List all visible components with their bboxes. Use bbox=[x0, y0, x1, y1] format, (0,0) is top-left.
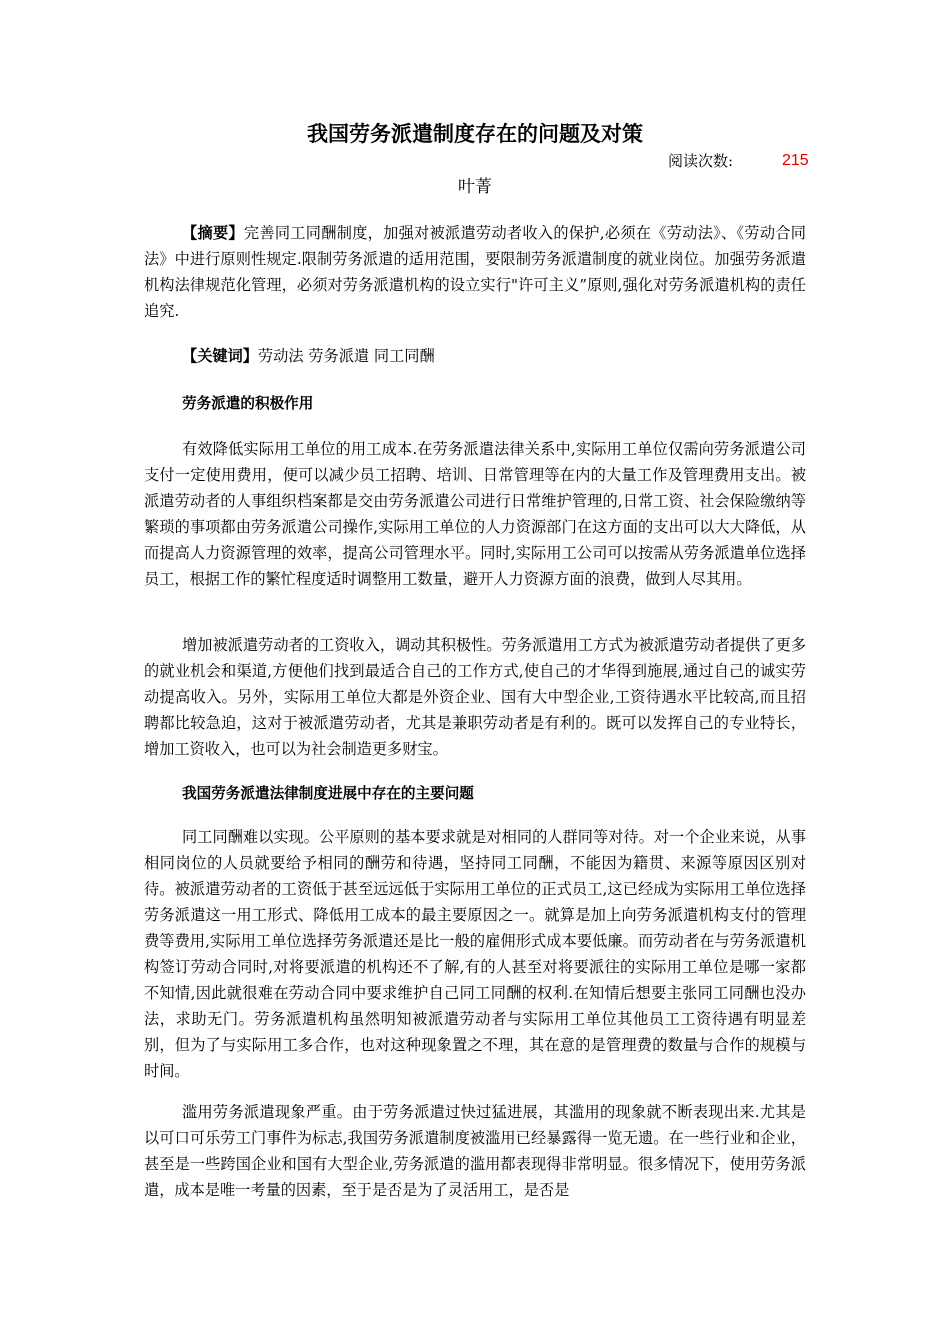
read-count-value: 215 bbox=[782, 152, 809, 169]
read-count-label: 阅读次数: bbox=[668, 152, 734, 170]
paragraph: 滥用劳务派遣现象严重。由于劳务派遣过快过猛进展，其滥用的现象就不断表现出来.尤其是以可口可乐劳工门事件为标志,我国劳务派遣制度被滥用已经暴露得一览无遗。在一些行业和企业，甚至是一些跨国企业和国有大型企业,劳务派遣的滥用都表现得非常明显。很多情况下，使用劳务派遣，成本是唯一考量的因素，至于是否是为了灵活用工，是否是 bbox=[144, 1103, 806, 1199]
keywords-paragraph bbox=[144, 343, 806, 369]
keywords-label: 【关键词】 bbox=[182, 347, 258, 365]
section-heading-main-problems: 我国劳务派遣法律制度进展中存在的主要问题 bbox=[182, 785, 474, 802]
paragraph: 同工同酬难以实现。公平原则的基本要求就是对相同的人群同等对待。对一个企业来说，从事相同岗位的人员就要给予相同的酬劳和待遇，坚持同工同酬，不能因为籍贯、来源等原因区别对待。被派遣劳动者的工资低于甚至远远低于实际用工单位的正式员工,这已经成为实际用工单位选择劳务派遣这一用工形式、降低用工成本的最主要原因之一。就算是加上向劳务派遣机构支付的管理费等费用,实际用工单位选择劳务派遣还是比一般的雇佣形式成本要低廉。而劳动者在与劳务派遣机构签订劳动合同时,对将要派遣的机构还不了解,有的人甚至对将要派往的实际用工单位是哪一家都不知情,因此就很难在劳动合同中要求维护自己同工同酬的权利.在知情后想要主张同工同酬也没办法，求助无门。劳务派遣机构虽然明知被派遣劳动者与实际用工单位其他员工工资待遇有明显差别，但为了与实际用工多合作，也对这种现象置之不理，其在意的是管理费的数量与合作的规模与时间。 bbox=[144, 828, 806, 1080]
abstract-paragraph bbox=[144, 220, 806, 324]
read-count bbox=[668, 151, 809, 171]
paragraph: 有效降低实际用工单位的用工成本.在劳务派遣法律关系中,实际用工单位仅需向劳务派遣公司支付一定使用费用，便可以减少员工招聘、培训、日常管理等在内的大量工作及管理费用支出。被派遣劳动者的人事组织档案都是交由劳务派遣公司进行日常维护管理的,日常工资、社会保险缴纳等繁琐的事项都由劳务派遣公司操作,实际用工单位的人力资源部门在这方面的支出可以大大降低，从而提高人力资源管理的效率，提高公司管理水平。同时,实际用工公司可以按需从劳务派遣单位选择员工，根据工作的繁忙程度适时调整用工数量，避开人力资源方面的浪费，做到人尽其用。 bbox=[144, 440, 806, 588]
paragraph: 增加被派遣劳动者的工资收入，调动其积极性。劳务派遣用工方式为被派遣劳动者提供了更多的就业机会和渠道,方便他们找到最适合自己的工作方式,使自己的才华得到施展,通过自己的诚实劳动提高收入。另外，实际用工单位大都是外资企业、国有大中型企业,工资待遇水平比较高,而且招聘都比较急迫，这对于被派遣劳动者，尤其是兼职劳动者是有利的。既可以发挥自己的专业特长，增加工资收入，也可以为社会制造更多财宝。 bbox=[144, 636, 806, 758]
abstract-label: 【摘要】 bbox=[182, 224, 244, 242]
abstract-text: 完善同工同酬制度，加强对被派遣劳动者收入的保护,必须在《劳动法》、《劳动合同法》中进行原则性规定.限制劳务派遣的适用范围，要限制劳务派遣制度的就业岗位。加强劳务派遣机构法律规范化管理，必须对劳务派遣机构的设立实行"许可主义”原则,强化对劳务派遣机构的责任追究. bbox=[144, 224, 806, 320]
author-name: 叶菁 bbox=[458, 177, 492, 197]
document-title: 我国劳务派遣制度存在的问题及对策 bbox=[307, 122, 643, 146]
section-heading-positive-effects: 劳务派遣的积极作用 bbox=[182, 395, 314, 412]
keywords-text: 劳动法 劳务派遣 同工同酬 bbox=[257, 347, 435, 365]
